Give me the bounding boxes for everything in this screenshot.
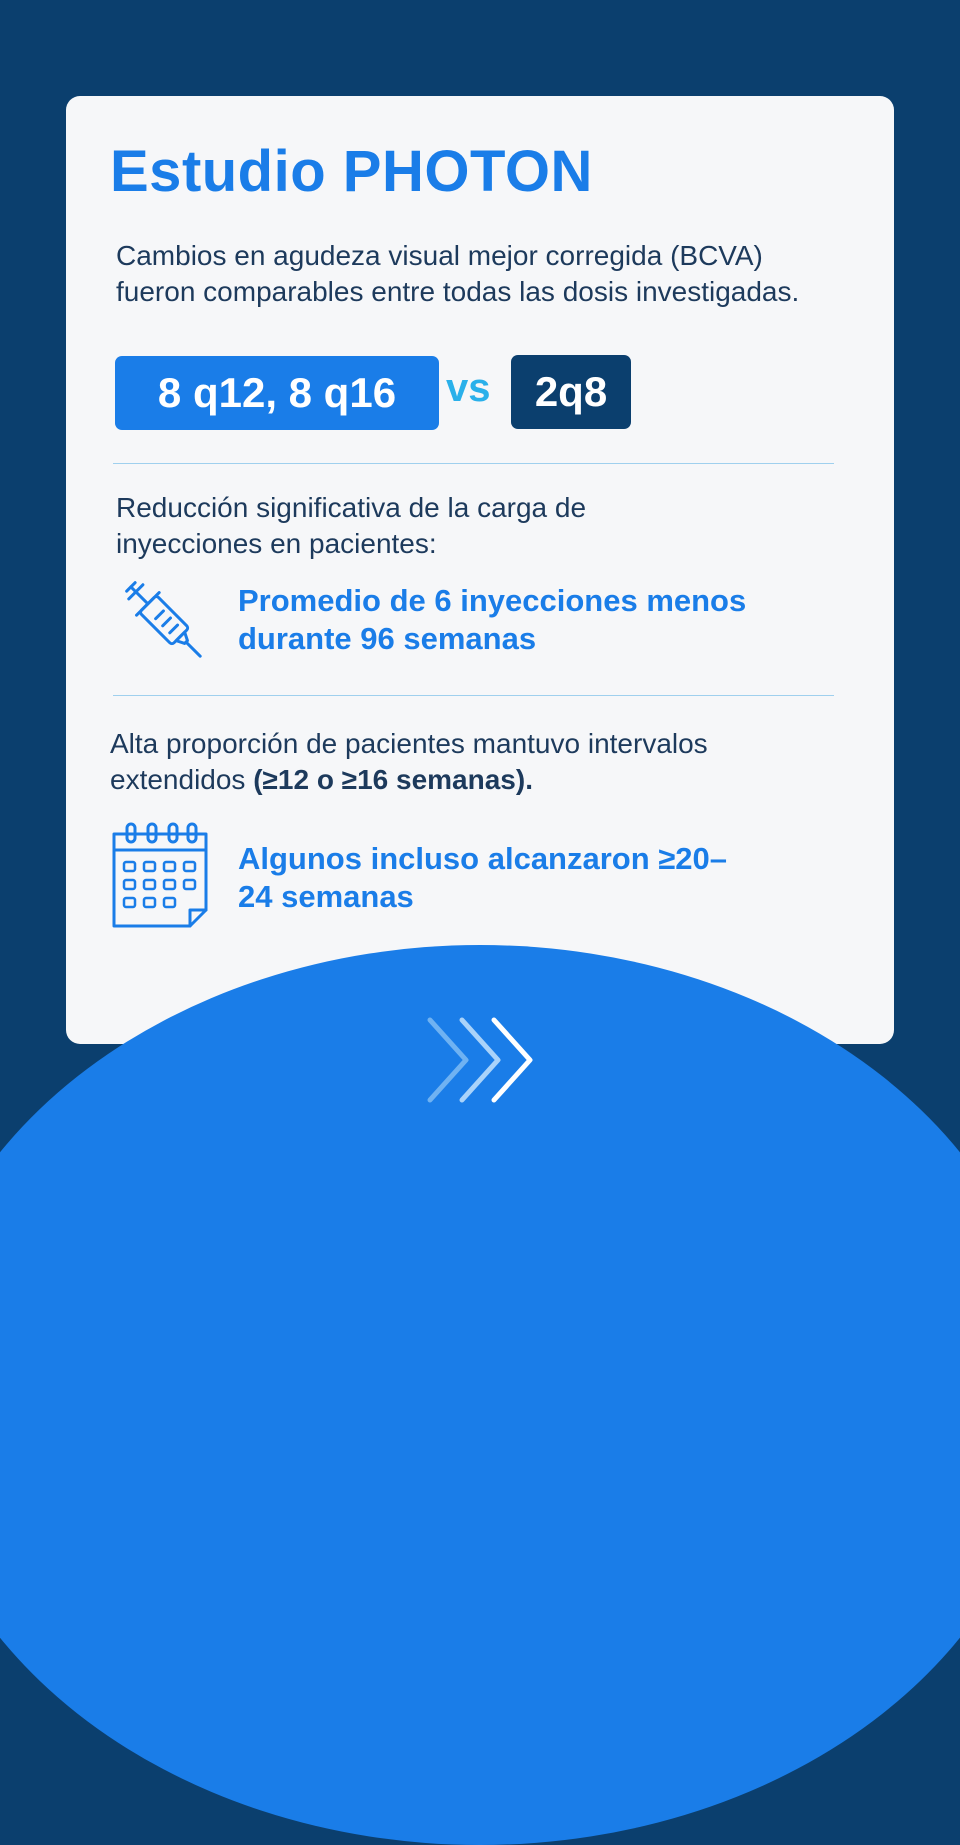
divider bbox=[113, 463, 834, 464]
intervals-text-bold: (≥12 o ≥16 semanas). bbox=[253, 764, 533, 795]
intervals-text: Alta proporción de pacientes mantuvo intervalos extendidos bbox=[110, 728, 708, 795]
syringe-icon bbox=[112, 568, 212, 668]
intervals-description bbox=[110, 726, 850, 798]
page-title: Estudio PHOTON bbox=[110, 139, 593, 204]
injection-highlight: Promedio de 6 inyecciones menos durante 96 semanas bbox=[238, 583, 747, 656]
divider bbox=[113, 695, 834, 696]
intervals-highlight: Algunos incluso alcanzaron ≥20–24 semanas bbox=[238, 841, 728, 914]
vs-label: vs bbox=[446, 366, 491, 410]
bcva-description: Cambios en agudeza visual mejor corregida (BCVA) fueron comparables entre todas las dosis investigadas. bbox=[116, 240, 800, 307]
injection-burden-description: Reducción significativa de la carga de inyecciones en pacientes: bbox=[116, 492, 587, 559]
calendar-icon bbox=[108, 820, 212, 930]
triple-chevron-right-icon[interactable] bbox=[422, 1016, 538, 1104]
dose-badge-high: 8 q12, 8 q16 bbox=[115, 356, 439, 430]
dose-badge-standard: 2q8 bbox=[511, 355, 631, 429]
